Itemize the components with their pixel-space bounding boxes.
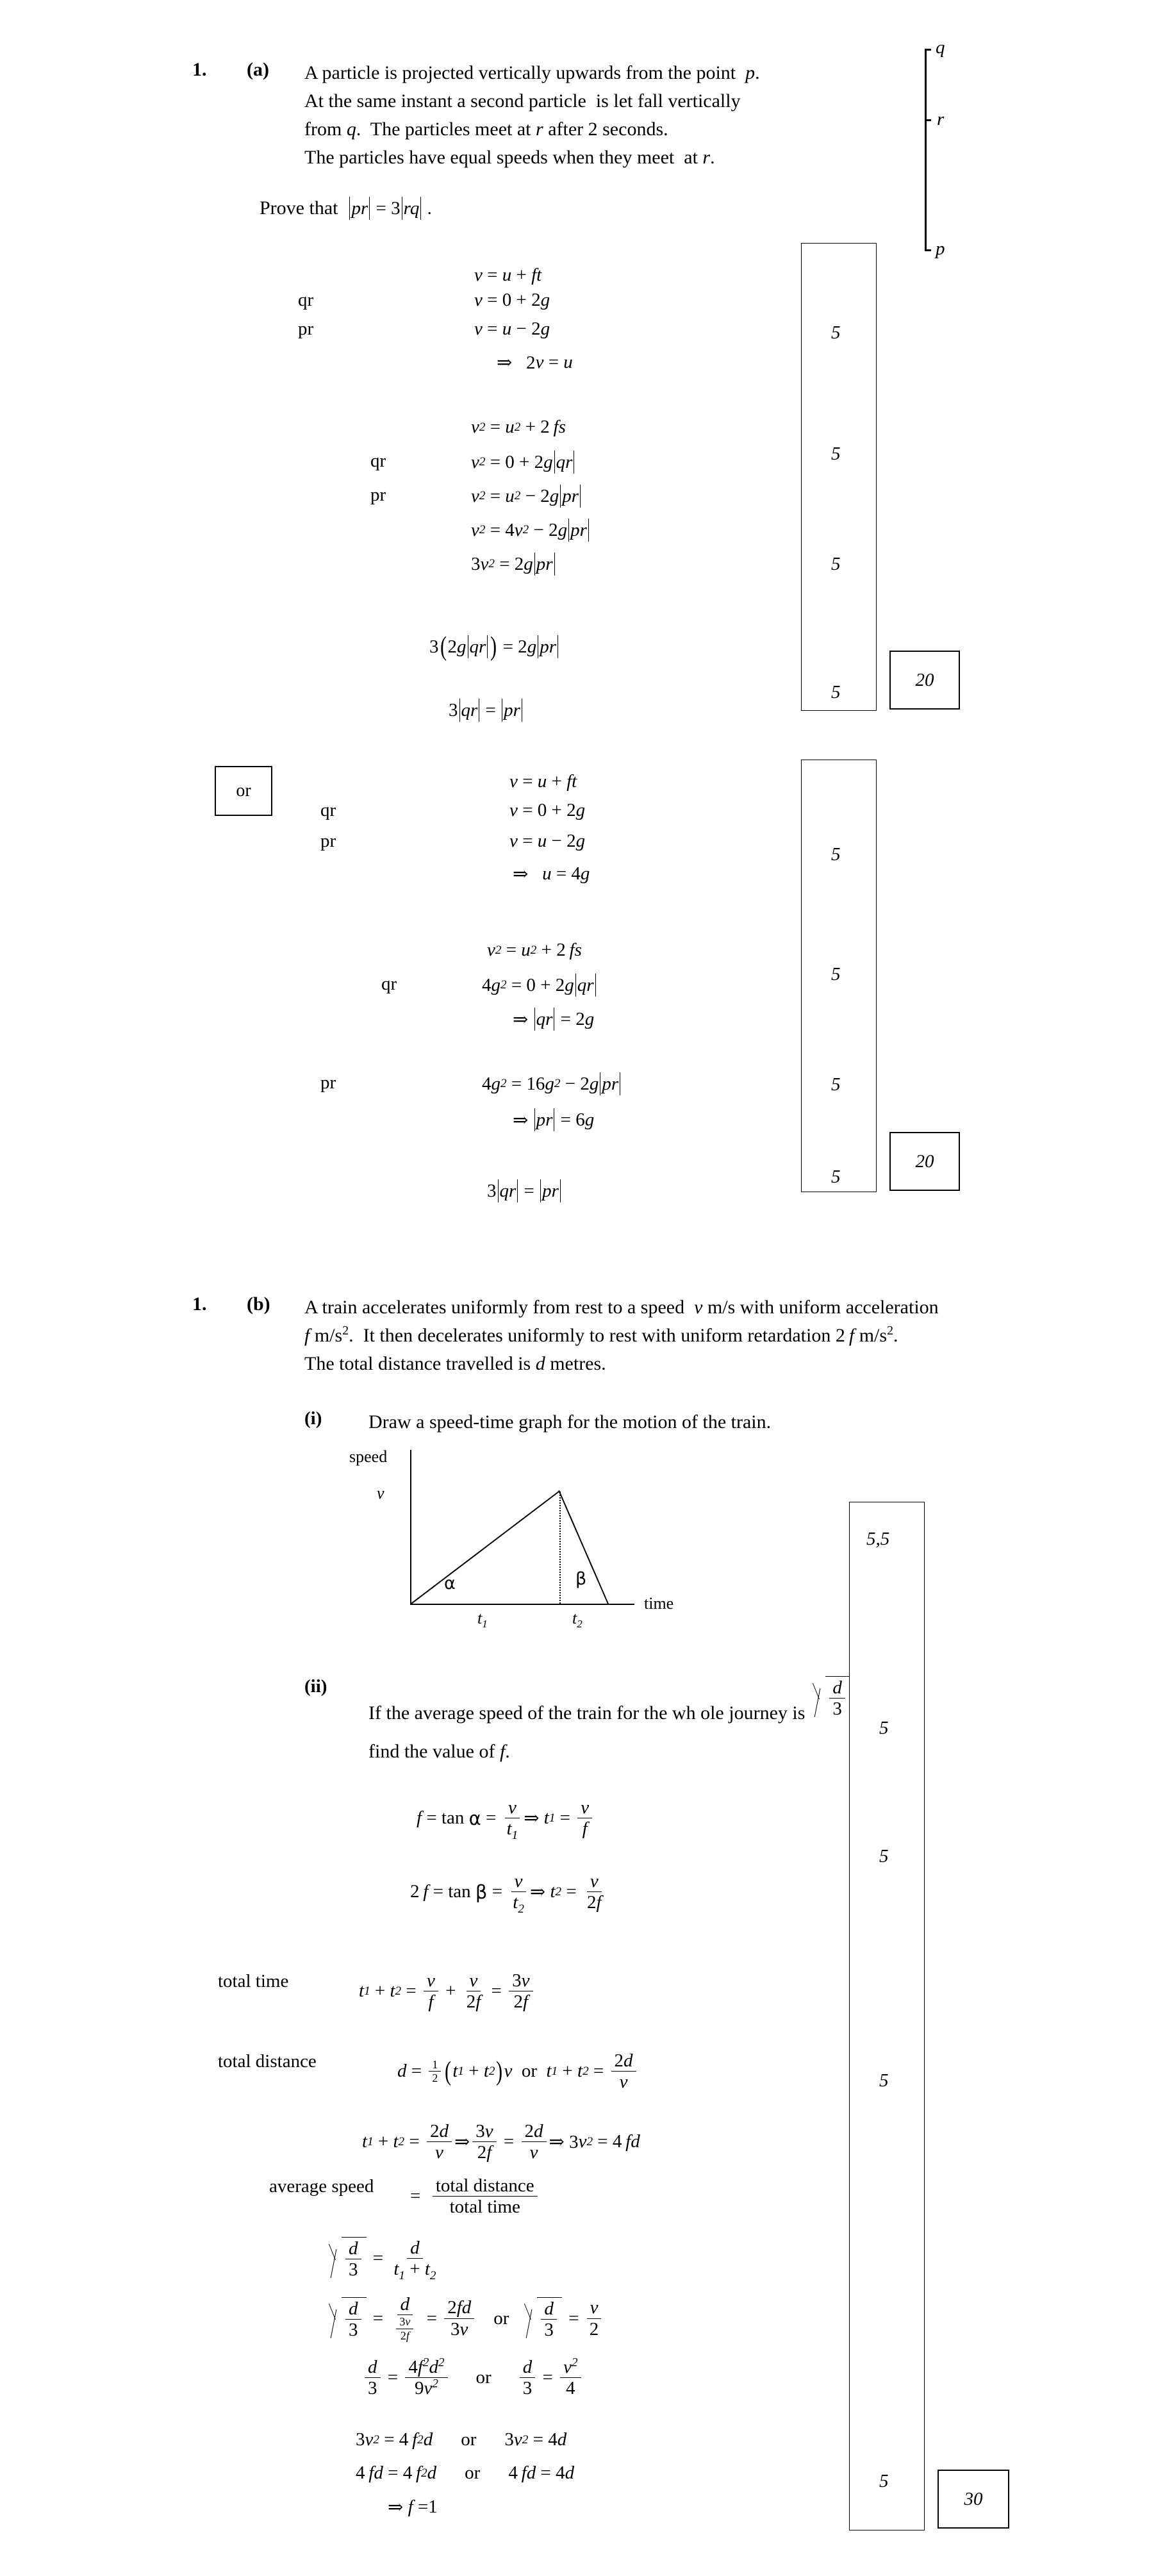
eq-b-9: $\frac{d}{3}$ = $\frac{4f^2d^2}{9v^2}$ or $\frac{d}{3}$ = $\frac{v^2}{4}$ <box>362 2357 584 2398</box>
eq-a1-1: v = u + ft <box>474 265 542 285</box>
pqr-label-p: p <box>936 238 945 259</box>
mark-b-1: 5 <box>879 1718 889 1738</box>
eq-a1-7: v 2 = u 2 − 2 g pr <box>471 485 582 508</box>
eq-b-5: t 1 + t 2 = $\frac{2d}{v}$ ⇒ $\frac{3v}{2f}$ = $\frac{2d}{v}$ ⇒ 3 v 2 = 4 fd <box>362 2121 640 2163</box>
or-box: or <box>215 766 272 816</box>
mark-a2-4: 5 <box>831 1167 841 1187</box>
avg-speed-numerator: total distance <box>433 2176 538 2197</box>
sub-label-i: (i) <box>304 1408 322 1429</box>
tag-a2-qr-2: qr <box>381 974 397 994</box>
eq-a1-3: v = u − 2 g <box>474 319 550 339</box>
mark-a1-1: 5 <box>831 322 841 343</box>
tag-a1-qr-2: qr <box>370 451 386 471</box>
mark-b-2: 5 <box>879 1846 889 1866</box>
eq-a1-6: v 2 = 0 + 2 g qr <box>471 451 575 474</box>
eq-a2-10: 3 qr = pr <box>487 1179 562 1202</box>
sub-label-ii: (ii) <box>304 1676 327 1697</box>
tag-a1-pr-1: pr <box>298 319 314 339</box>
mark-a2-2: 5 <box>831 964 841 985</box>
eq-b-2: 2 f = tan β = $\frac{v}{t_2}$ ⇒ t 2 = $\frac{v}{2f}$ <box>410 1871 602 1916</box>
tag-a2-pr-2: pr <box>320 1072 336 1093</box>
tag-a2-pr-1: pr <box>320 831 336 851</box>
eq-b-3: t 1 + t 2 = $\frac{v}{f}$ + $\frac{v}{2f}$ = $\frac{3v}{2f}$ <box>359 1971 536 2012</box>
eq-a2-1: v = u + ft <box>509 771 577 792</box>
pqr-label-r: r <box>937 109 945 129</box>
graph-x-axis <box>410 1604 634 1605</box>
pqr-tick-p <box>925 249 931 251</box>
mark-a1-4: 5 <box>831 682 841 702</box>
pqr-tick-q <box>925 49 931 51</box>
or-word-2: or <box>475 2367 492 2388</box>
pqr-vertical-line <box>925 49 927 251</box>
statement-line-a-1: A particle is projected vertically upwards from the point p. <box>304 62 760 83</box>
total-box-b: 30 <box>938 2470 1009 2529</box>
mark-b-3: 5 <box>879 2070 889 2091</box>
label-total-distance: total distance <box>218 2051 317 2072</box>
graph-t2-label: $t_2$ <box>572 1609 582 1631</box>
graph-peak-dropline <box>559 1492 561 1604</box>
graph-x-axis-label: time <box>644 1594 674 1613</box>
graph-accel-segment <box>410 1490 560 1604</box>
eq-a2-4: ⇒ u = 4 g <box>513 863 590 885</box>
label-total-time: total time <box>218 1971 289 1991</box>
eq-a1-9: 3 v 2 = 2 g pr <box>471 553 556 576</box>
statement-line-b-3: The total distance travelled is d metres. <box>304 1353 606 1374</box>
statement-line-a-3: from q. The particles meet at r after 2 seconds. <box>304 119 668 140</box>
or-word-3: or <box>461 2429 477 2450</box>
eq-a1-4: ⇒ 2 v = u <box>497 352 573 373</box>
graph-y-axis <box>410 1450 411 1604</box>
prove-prefix: Prove that <box>260 197 338 219</box>
eq-b-12: ⇒ f =1 <box>388 2497 438 2518</box>
eq-a2-5: v 2 = u 2 + 2 fs <box>487 940 582 960</box>
graph-y-value-label: v <box>377 1484 384 1502</box>
eq-a1-10: 3 ( 2 g qr ) = 2 g pr <box>429 631 559 662</box>
eq-a1-2: v = 0 + 2 g <box>474 290 550 310</box>
label-average-speed: average speed <box>269 2176 374 2197</box>
tag-a1-pr-2: pr <box>370 485 386 505</box>
tag-a1-qr-1: qr <box>298 290 314 310</box>
statement-line-a-2: At the same instant a second particle is let fall vertically <box>304 90 741 112</box>
eq-a1-8: v 2 = 4 v 2 − 2 g pr <box>471 519 590 542</box>
or-word-1: or <box>493 2307 509 2329</box>
eq-a2-2: v = 0 + 2 g <box>509 800 586 820</box>
eq-b-7: $\frac{d}{3}$ = $\frac{d}{t_1 + t_2}$ <box>330 2237 442 2280</box>
total-box-a-2: 20 <box>889 1132 960 1191</box>
graph-y-axis-label: speed <box>349 1447 388 1466</box>
part-label-b: (b) <box>247 1293 270 1315</box>
eq-a2-9: ⇒ pr = 6 g <box>513 1109 595 1131</box>
question-number-b: 1. <box>192 1293 207 1315</box>
eq-a2-7: ⇒ qr = 2 g <box>513 1008 595 1030</box>
statement-line-b-1: A train accelerates uniformly from rest to a speed v m/s with uniform acceleration <box>304 1297 939 1318</box>
eq-a2-6: 4 g 2 = 0 + 2 g qr <box>482 974 597 997</box>
sqrt-num: d <box>829 1678 845 1699</box>
graph-t1-label: $t_1$ <box>477 1609 488 1631</box>
eq-b-8: $\frac{d}{3}$ = $\frac{d}{\frac{3v}{2f}}$ = $\frac{2fd}{3v}$ or $\frac{d}{3}$ = $\frac{v}{2}$ <box>330 2295 604 2342</box>
tag-a2-qr-1: qr <box>320 800 336 820</box>
pqr-label-q: q <box>936 37 945 58</box>
sub-ii-text-before: If the average speed of the train for the wh ole journey is <box>368 1702 806 1724</box>
sub-text-ii-line1 <box>368 1676 857 1727</box>
eq-a2-3: v = u − 2 g <box>509 831 586 851</box>
mark-a1-3: 5 <box>831 554 841 574</box>
statement-line-a-4: The particles have equal speeds when they meet at r. <box>304 147 715 168</box>
mark-a1-2: 5 <box>831 444 841 464</box>
sub-text-i: Draw a speed-time graph for the motion of the train. <box>368 1411 772 1433</box>
question-number-a: 1. <box>192 59 207 80</box>
eq-a1-11: 3 qr = pr <box>449 699 524 722</box>
marks-box-a-1 <box>801 243 877 711</box>
prove-statement: Prove that pr = 3 rq . <box>260 194 432 222</box>
avg-speed-denominator: total time <box>449 2197 520 2218</box>
eq-b-6: = $\frac{\text{total distance}}{\text{total time}}$ <box>410 2176 540 2217</box>
or-word-4: or <box>465 2463 481 2483</box>
mark-b-graph: 5,5 <box>866 1529 890 1549</box>
eq-b-11: 4 fd = 4 f 2 d or 4 fd = 4 d <box>356 2463 575 2483</box>
part-label-a: (a) <box>247 59 269 80</box>
mark-a2-1: 5 <box>831 844 841 865</box>
mark-a2-3: 5 <box>831 1074 841 1095</box>
mark-b-4: 5 <box>879 2471 889 2491</box>
eq-b-10: 3 v 2 = 4 f 2 d or 3 v 2 = 4 d <box>356 2429 567 2450</box>
marks-box-b <box>849 1502 925 2530</box>
sub-text-ii-line2: find the value of f. <box>368 1741 510 1762</box>
total-box-a-1: 20 <box>889 651 960 710</box>
eq-b-4: d = $\frac{1}{2}$ ( t 1 + t 2 ) v or t 1 + t 2 = $\frac{2d}{v}$ <box>397 2051 639 2092</box>
graph-beta-label: β <box>575 1569 587 1589</box>
graph-alpha-label: α <box>444 1574 456 1593</box>
eq-a2-8: 4 g 2 = 16 g 2 − 2 g pr <box>482 1072 622 1095</box>
eq-a1-5: v 2 = u 2 + 2 fs <box>471 417 566 437</box>
eq-b-1: f = tan α = $\frac{v}{t_1}$ ⇒ t 1 = $\frac{v}{f}$ <box>417 1798 595 1839</box>
pqr-tick-r <box>925 119 931 121</box>
sqrt-den: 3 <box>832 1699 842 1720</box>
statement-line-b-2: f $m/s^2$. It then decelerates uniformly to rest with uniform retardation 2 f $m/s^2$. <box>304 1324 898 1346</box>
